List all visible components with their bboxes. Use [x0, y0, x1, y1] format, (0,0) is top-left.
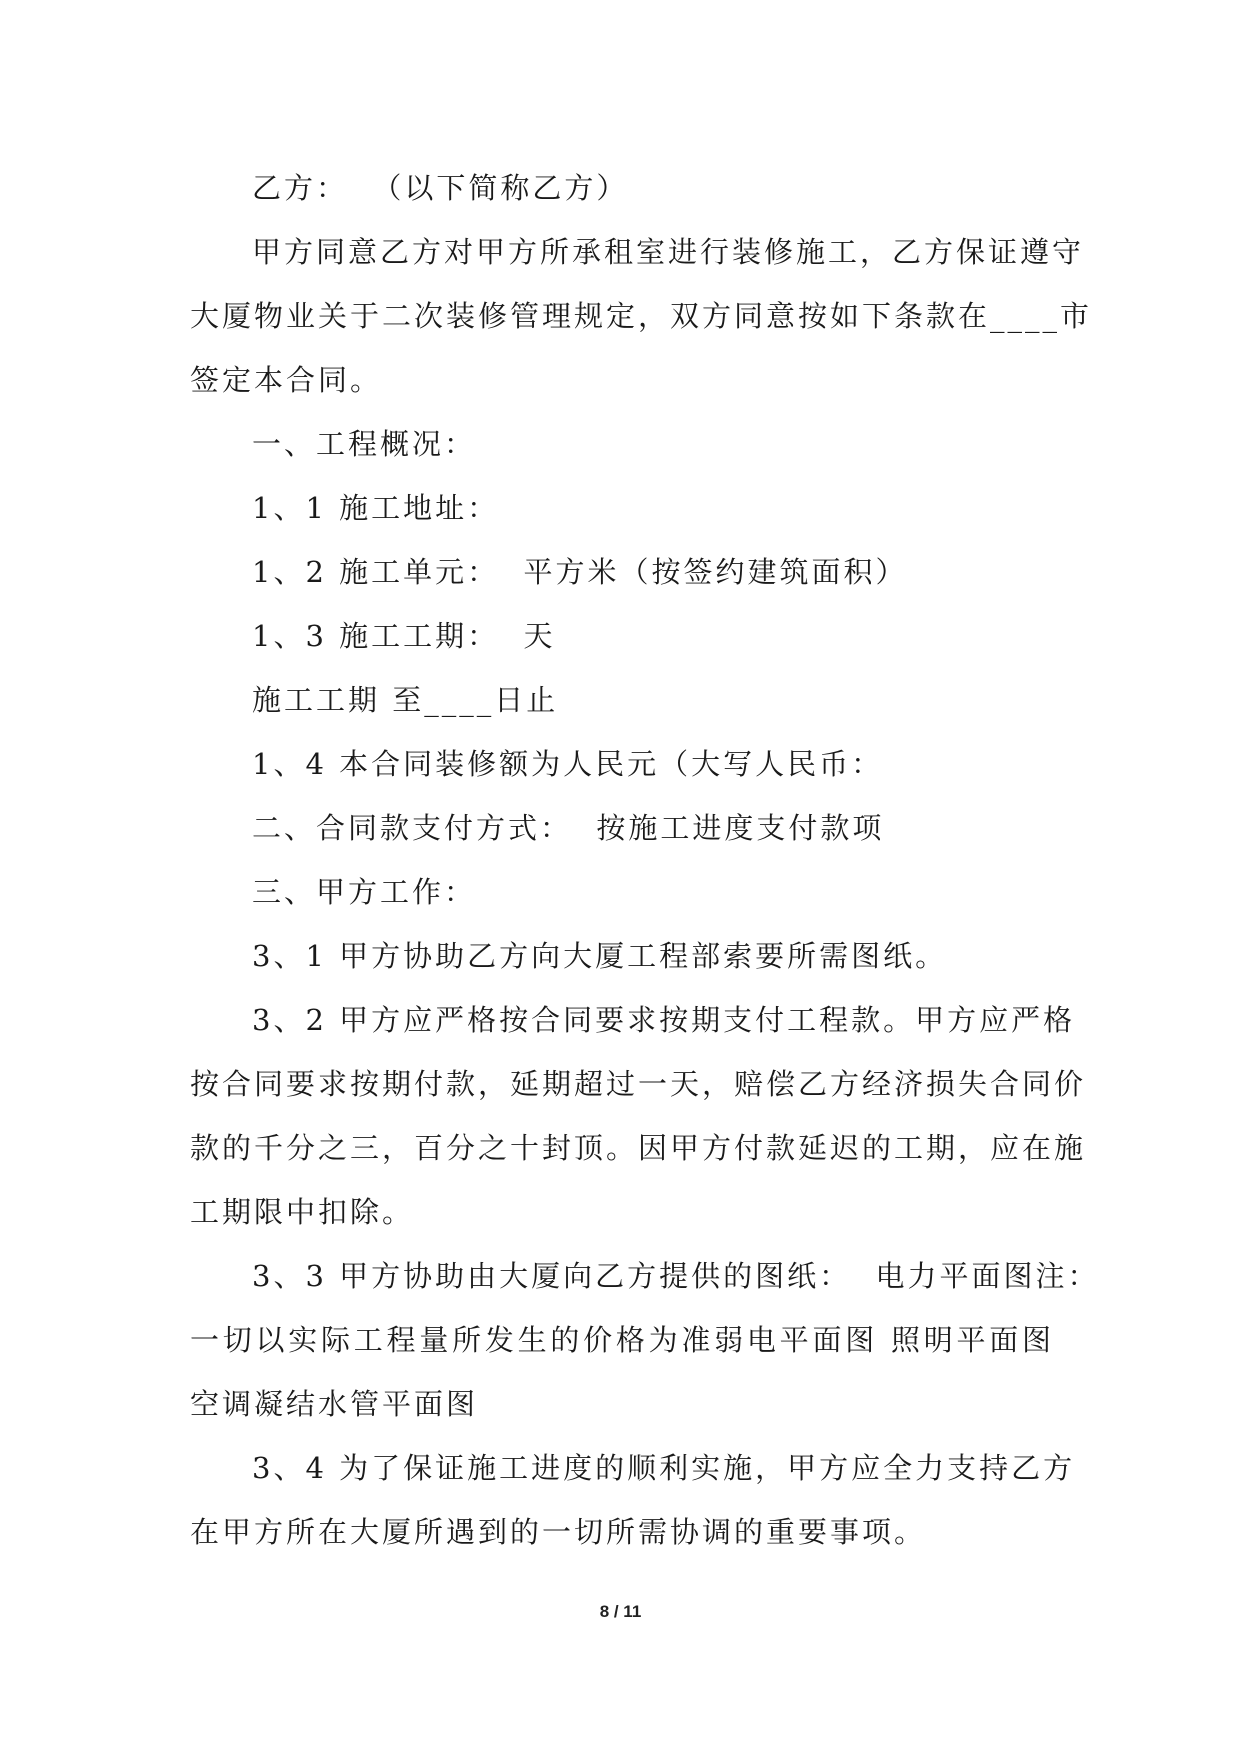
text-line: 大厦物业关于二次装修管理规定，双方同意按如下条款在____市	[190, 299, 1093, 333]
text-line: 工期限中扣除。	[190, 1195, 415, 1229]
text-line: 一切以实际工程量所发生的价格为准弱电平面图 照明平面图	[190, 1323, 1054, 1357]
text-line: 3、1 甲方协助乙方向大厦工程部索要所需图纸。	[252, 939, 948, 973]
section-heading: 一、工程概况：	[252, 427, 477, 461]
text-line: 乙方： （以下简称乙方）	[252, 171, 629, 205]
text-line: 施工工期 至____日止	[252, 683, 559, 717]
text-line: 1、2 施工单元： 平方米（按签约建筑面积）	[252, 555, 908, 589]
section-heading: 三、甲方工作：	[252, 875, 477, 909]
text-line: 按合同要求按期付款，延期超过一天，赔偿乙方经济损失合同价	[190, 1067, 1087, 1101]
section-heading: 二、合同款支付方式： 按施工进度支付款项	[252, 811, 885, 845]
text-line: 1、3 施工工期： 天	[252, 619, 556, 653]
text-line: 签定本合同。	[190, 363, 383, 397]
text-line: 甲方同意乙方对甲方所承租室进行装修施工，乙方保证遵守	[252, 235, 1085, 269]
text-line: 1、1 施工地址：	[252, 491, 500, 525]
text-line: 3、4 为了保证施工进度的顺利实施，甲方应全力支持乙方	[252, 1451, 1076, 1485]
document-body	[190, 156, 1100, 1564]
text-line: 空调凝结水管平面图	[190, 1387, 479, 1421]
text-line: 3、2 甲方应严格按合同要求按期支付工程款。甲方应严格	[252, 1003, 1076, 1037]
page-number: 8 / 11	[599, 1602, 642, 1621]
text-line: 1、4 本合同装修额为人民元（大写人民币：	[252, 747, 884, 781]
text-line: 3、3 甲方协助由大厦向乙方提供的图纸： 电力平面图注：	[252, 1259, 1100, 1293]
text-line: 在甲方所在大厦所遇到的一切所需协调的重要事项。	[190, 1515, 927, 1549]
text-line: 款的千分之三，百分之十封顶。因甲方付款延迟的工期，应在施	[190, 1131, 1087, 1165]
